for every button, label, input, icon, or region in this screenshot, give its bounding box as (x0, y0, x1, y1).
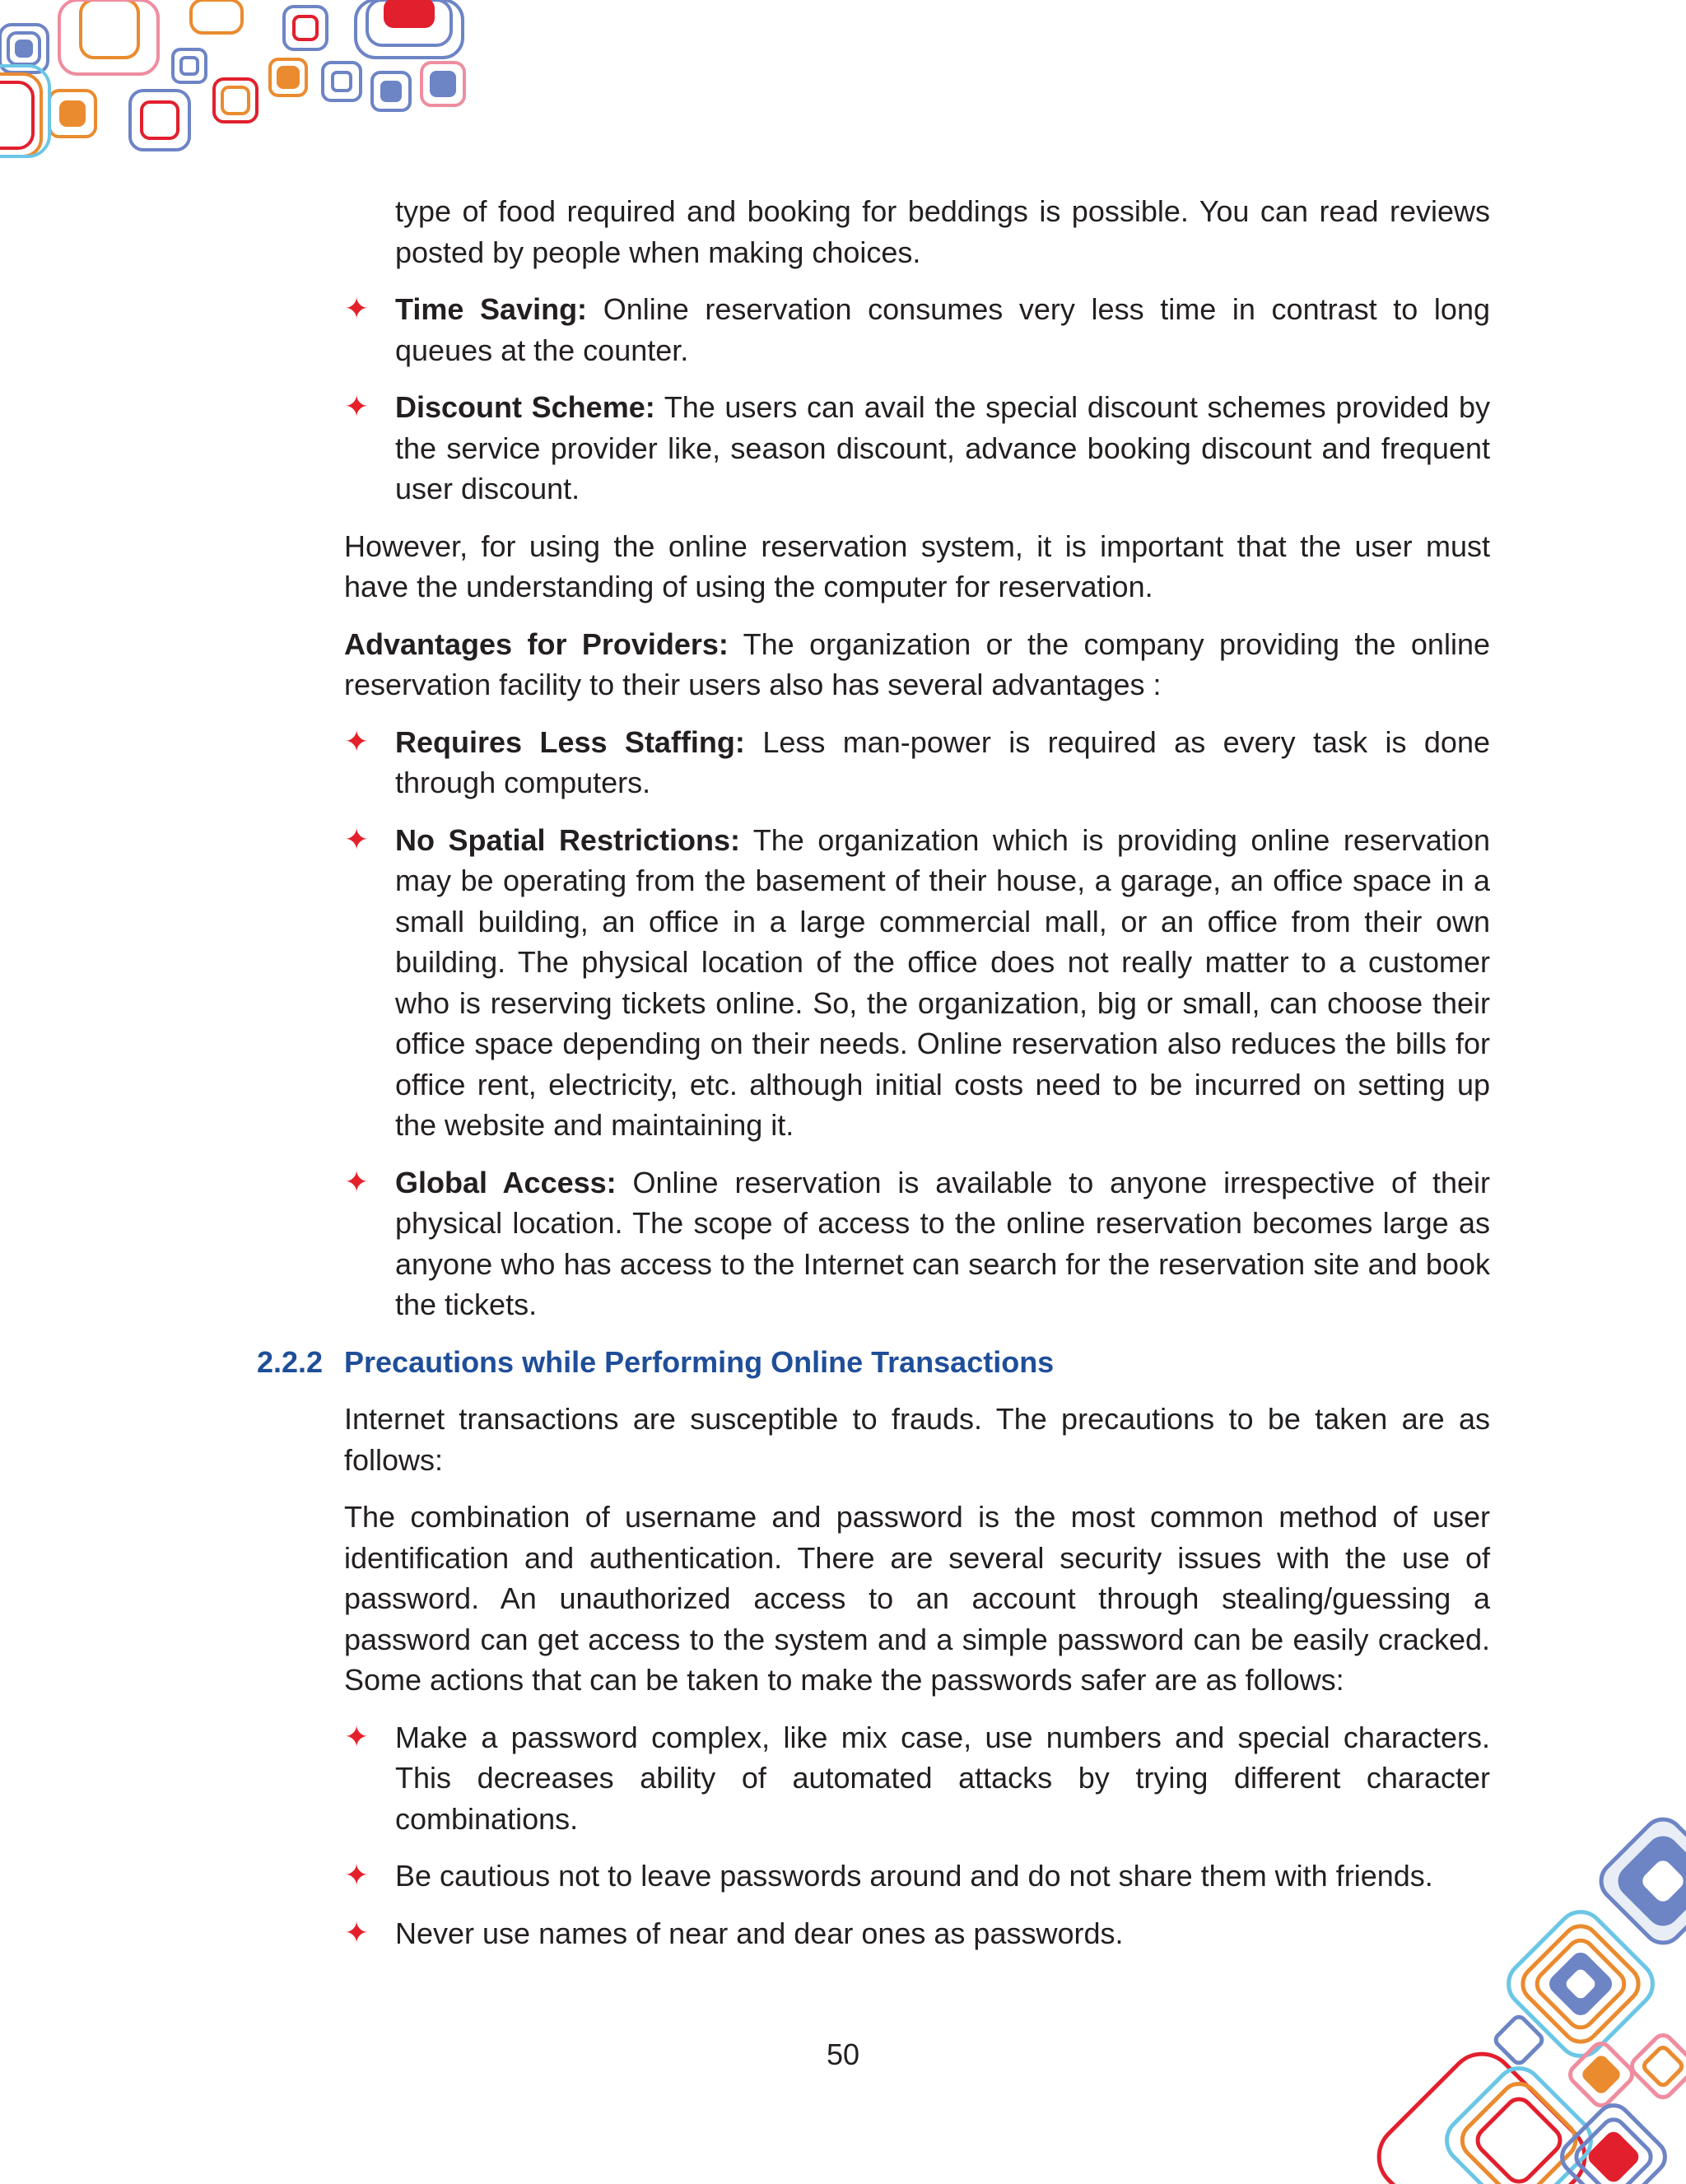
however-paragraph: However, for using the online reservation system, it is important that the user must have the understanding of using the computer for reservation. (344, 529, 1490, 603)
bullet-star-icon: ✦ (344, 1720, 370, 1754)
bullet-star-icon: ✦ (344, 390, 370, 424)
list-item-no-names (344, 1913, 1490, 1954)
section-number: 2.2.2 (257, 1344, 324, 1379)
bullet-term: Discount Scheme: (395, 390, 655, 424)
bullet-text: Make a password complex, like mix case, use numbers and special characters. This decreases ability of automated attacks by trying different character combinations. (395, 1720, 1490, 1836)
bullet-text: The users can avail the special discount schemes provided by the service provider like, season discount, advance booking discount and frequent user discount. (395, 390, 1490, 505)
list-item-spatial-restrictions (344, 820, 1490, 1146)
list-item-global-access (344, 1162, 1490, 1325)
bullet-term: Global Access: (395, 1165, 617, 1199)
list-item-less-staffing (344, 722, 1490, 803)
bullet-star-icon: ✦ (344, 1916, 370, 1950)
bullet-text: Online reservation consumes very less time in contrast to long queues at the counter. (395, 292, 1490, 367)
bullet-term: Time Saving: (395, 292, 588, 326)
intro-paragraph: Internet transactions are susceptible to frauds. The precautions to be taken are as follows: (344, 1402, 1490, 1477)
bullet-star-icon: ✦ (344, 1859, 370, 1893)
bullet-star-icon: ✦ (344, 724, 370, 759)
list-item-time-saving (344, 289, 1490, 370)
bullet-term: Requires Less Staffing: (395, 724, 745, 759)
bullet-text: Less man-power is required as every task is done through computers. (395, 724, 1490, 799)
section-title: Precautions while Performing Online Transactions (344, 1344, 1055, 1379)
bullet-text: Be cautious not to leave passwords around and do not share them with friends. (395, 1859, 1433, 1893)
bullet-star-icon: ✦ (344, 292, 370, 326)
bullet-text: The organization which is providing online reservation may be operating from the basement of their house, a garage, an office space in a small building, an office in a large commercial mall, or an office from their own building. The physical location of the office does not really matter to a customer who is reserving tickets online. So, the organization, big or small, can choose their office space depending on their needs. Online reservation also reduces the bills for office rent, electricity, etc. although initial costs need to be incurred on setting up the website and maintaining it. (395, 822, 1490, 1142)
list-item-complex-password (344, 1717, 1490, 1840)
providers-term: Advantages for Providers: (344, 626, 729, 661)
page-body (257, 191, 1490, 1970)
bullet-star-icon: ✦ (344, 822, 370, 857)
decorative-squares-top (0, 0, 477, 165)
password-paragraph: The combination of username and password is the most common method of user identification and authentication. There are several security issues with the use of password. An unauthorized access to an account through stealing/guessing a password can get access to the system and a simple password can be easily cracked. Some actions that can be taken to make the passwords safer are as follows: (344, 1500, 1490, 1697)
continuation-paragraph: type of food required and booking for beddings is possible. You can read reviews posted by people when making choices. (395, 194, 1490, 269)
list-item-discount-scheme (344, 387, 1490, 510)
providers-paragraph (344, 624, 1490, 705)
providers-text: The organization or the company providing the online reservation facility to their users also has several advantages : (344, 626, 1490, 701)
section-heading (257, 1342, 1490, 1383)
bullet-star-icon: ✦ (344, 1165, 370, 1199)
page-number: 50 (826, 2037, 860, 2071)
bullet-text: Never use names of near and dear ones as passwords. (395, 1916, 1124, 1950)
bullet-text: Online reservation is available to anyone irrespective of their physical location. The scope of access to the online reservation becomes large as anyone who has access to the Internet can search for the reservation site and book the tickets. (395, 1165, 1490, 1321)
bullet-term: No Spatial Restrictions: (395, 822, 740, 857)
list-item-dont-share (344, 1856, 1490, 1897)
